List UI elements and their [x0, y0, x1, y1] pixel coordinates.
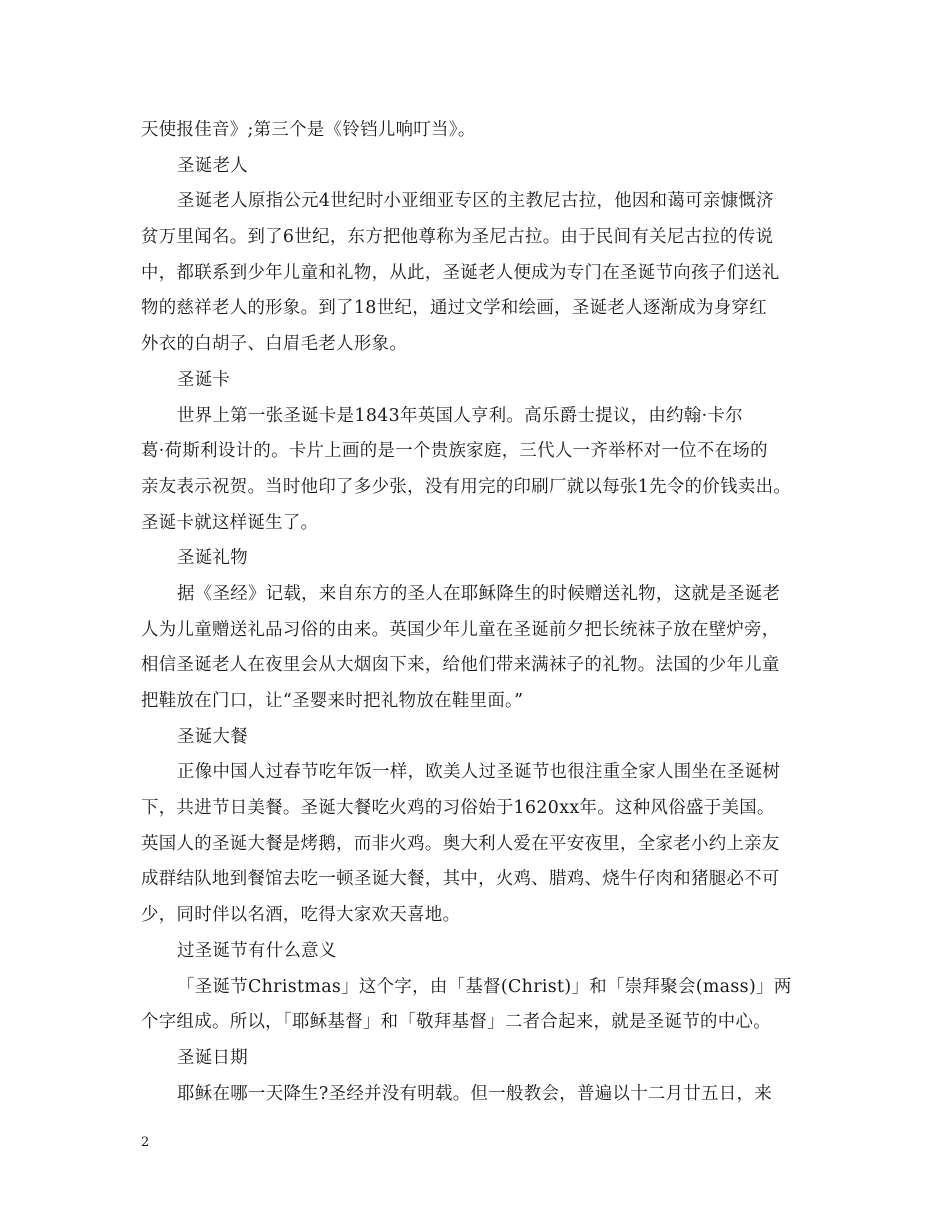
text-line: 把鞋放在门口，让“圣婴来时把礼物放在鞋里面。”	[141, 691, 524, 711]
text-line: 英国人的圣诞大餐是烤鹅，而非火鸡。奥大利人爱在平安夜里，全家老小约上亲友	[141, 833, 780, 854]
text-line: 中，都联系到少年儿童和礼物，从此，圣诞老人便成为专门在圣诞节向孩子们送礼	[141, 262, 780, 283]
text-line: 天使报佳音》;第三个是《铃铛儿响叮当》。	[141, 120, 476, 140]
text-line: 少，同时伴以名酒，吃得大家欢天喜地。	[141, 905, 461, 926]
text-line: 贫万里闻名。到了6世纪，东方把他尊称为圣尼古拉。由于民间有关尼古拉的传说	[141, 227, 774, 248]
text-line: 亲友表示祝贺。当时他印了多少张，没有用完的印刷厂就以每张1先令的价钱卖出。	[141, 476, 792, 497]
text-line: 外衣的白胡子、白眉毛老人形象。	[141, 334, 408, 355]
text-line: 相信圣诞老人在夜里会从大烟囱下来，给他们带来满袜子的礼物。法国的少年儿童	[141, 655, 780, 676]
text-line: 据《圣经》记载，来自东方的圣人在耶稣降生的时候赠送礼物，这就是圣诞老	[177, 583, 781, 604]
text-line: 圣诞日期	[177, 1047, 248, 1068]
text-line: 圣诞卡	[177, 369, 231, 390]
text-line: 「圣诞节Christmas」这个字，由「基督(Christ)」和「崇拜聚会(mass)」两	[177, 976, 792, 997]
text-line: 成群结队地到餐馆去吃一顿圣诞大餐，其中，火鸡、腊鸡、烧牛仔肉和猪腿必不可	[141, 869, 780, 890]
text-line: 耶稣在哪一天降生?圣经并没有明载。但一般教会，普遍以十二月廿五日，来	[177, 1083, 773, 1104]
text-line: 正像中国人过春节吃年饭一样，欧美人过圣诞节也很注重全家人围坐在圣诞树	[177, 762, 781, 783]
text-line: 圣诞老人	[177, 155, 248, 176]
text-line: 圣诞老人原指公元4世纪时小亚细亚专区的主教尼古拉，他因和蔼可亲慷慨济	[177, 191, 774, 212]
text-line: 物的慈祥老人的形象。到了18世纪，通过文学和绘画，圣诞老人逐渐成为身穿红	[141, 298, 768, 319]
text-line: 圣诞卡就这样诞生了。	[141, 512, 319, 533]
text-line: 下，共进节日美餐。圣诞大餐吃火鸡的习俗始于1620xx年。这种风俗盛于美国。	[141, 798, 775, 819]
text-line: 圣诞礼物	[177, 548, 248, 569]
text-line: 个字组成。所以，「耶稣基督」和「敬拜基督」二者合起来，就是圣诞节的中心。	[141, 1012, 771, 1033]
document-body	[141, 113, 821, 1112]
text-line: 圣诞大餐	[177, 726, 248, 747]
text-line: 世界上第一张圣诞卡是1843年英国人亨利。高乐爵士提议，由约翰·卡尔	[177, 405, 744, 426]
text-line: 人为儿童赠送礼品习俗的由来。英国少年儿童在圣诞前夕把长统袜子放在壁炉旁，	[141, 619, 780, 640]
page-number: 2	[141, 1135, 150, 1150]
text-line: 葛·荷斯利设计的。卡片上画的是一个贵族家庭，三代人一齐举杯对一位不在场的	[141, 441, 768, 462]
text-line: 过圣诞节有什么意义	[177, 940, 337, 961]
